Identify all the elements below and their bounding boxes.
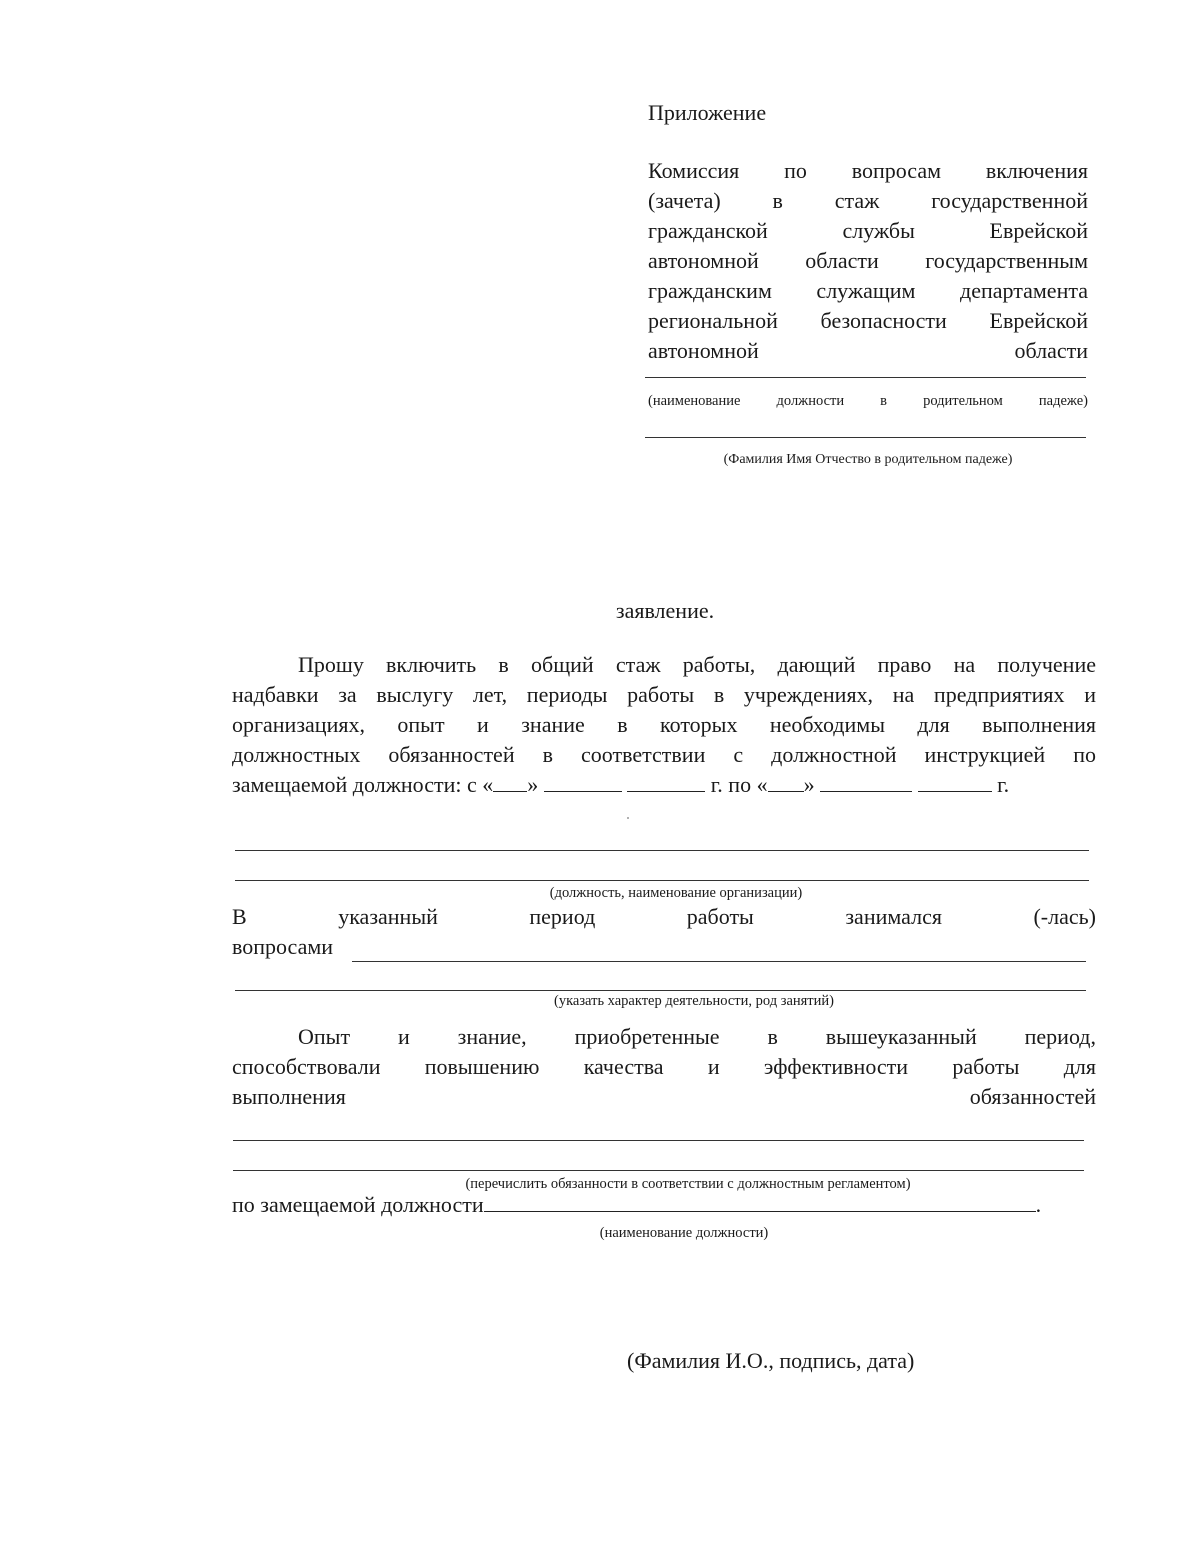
hint-position-name: (наименование должности): [599, 1225, 769, 1241]
addressee-line: гражданским служащим департамента: [648, 278, 1088, 303]
period-to-label: г. по «: [710, 772, 768, 797]
paragraph-line: должностных обязанностей в соответствии с должностной инструкцией по: [232, 742, 1096, 767]
signature-placeholder: (Фамилия И.О., подпись, дата): [627, 1348, 915, 1373]
position-line: [232, 1190, 1092, 1220]
paragraph-line: организациях, опыт и знание в которых необходимы для выполнения: [232, 712, 1096, 737]
hint-position: (наименование должности в родительном падеже): [648, 393, 1088, 409]
paragraph-line: В указанный период работы занимался (-лась): [232, 904, 1096, 929]
addressee-block: [648, 156, 1088, 366]
addressee-line: Комиссия по вопросам включения: [648, 158, 1088, 183]
organization-fill-line[interactable]: [235, 850, 1089, 851]
addressee-line: гражданской службы Еврейской: [648, 218, 1088, 243]
activity-paragraph: [232, 902, 1096, 962]
period-prefix: замещаемой должности: с «: [232, 772, 494, 797]
position-fill-line[interactable]: [645, 377, 1086, 378]
activity-fill-line[interactable]: [352, 961, 1086, 962]
duties-fill-line[interactable]: [233, 1170, 1084, 1171]
paragraph-line: надбавки за выслугу лет, периоды работы в учреждениях, на предприятиях и: [232, 682, 1096, 707]
position-line-label: по замещаемой должности: [232, 1192, 484, 1217]
experience-paragraph: [232, 1022, 1096, 1112]
paragraph-line: Прошу включить в общий стаж работы, дающий право на получение: [298, 652, 1096, 677]
year-to-field[interactable]: [918, 771, 992, 792]
month-to-field[interactable]: [820, 771, 912, 792]
addressee-line: (зачета) в стаж государственной: [648, 188, 1088, 213]
document-title: заявление.: [615, 598, 715, 623]
addressee-line: автономной области государственным: [648, 248, 1088, 273]
activity-fill-line[interactable]: [235, 990, 1086, 991]
hint-duties: (перечислить обязанности в соответствии с должностным регламентом): [465, 1176, 911, 1192]
year-suffix: г.: [997, 772, 1010, 797]
position-field[interactable]: [484, 1191, 1036, 1212]
annex-label: Приложение: [648, 100, 767, 125]
quote-close: »: [803, 772, 815, 797]
hint-organization: (должность, наименование организации): [549, 885, 803, 901]
request-paragraph: [232, 650, 1096, 800]
paragraph-line: способствовали повышению качества и эффективности работы для: [232, 1054, 1096, 1079]
scan-speck: [627, 817, 629, 819]
period-line: [232, 770, 1096, 800]
paragraph-line: выполнения обязанностей: [232, 1084, 1096, 1109]
fio-fill-line[interactable]: [645, 437, 1086, 438]
paragraph-line: Опыт и знание, приобретенные в вышеуказанный период,: [298, 1024, 1096, 1049]
duties-fill-line[interactable]: [233, 1140, 1084, 1141]
year-from-field[interactable]: [627, 771, 705, 792]
day-to-field[interactable]: [768, 771, 804, 792]
hint-fio: (Фамилия Имя Отчество в родительном падеже): [723, 452, 1013, 467]
day-from-field[interactable]: [493, 771, 527, 792]
organization-fill-line[interactable]: [235, 880, 1089, 881]
addressee-line: автономной области: [648, 338, 1088, 363]
month-from-field[interactable]: [544, 771, 622, 792]
addressee-line: региональной безопасности Еврейской: [648, 308, 1088, 333]
position-line-end: .: [1035, 1192, 1042, 1217]
paragraph-line: вопросами: [232, 934, 334, 959]
hint-activity: (указать характер деятельности, род занятий): [553, 993, 834, 1009]
quote-close: »: [527, 772, 539, 797]
